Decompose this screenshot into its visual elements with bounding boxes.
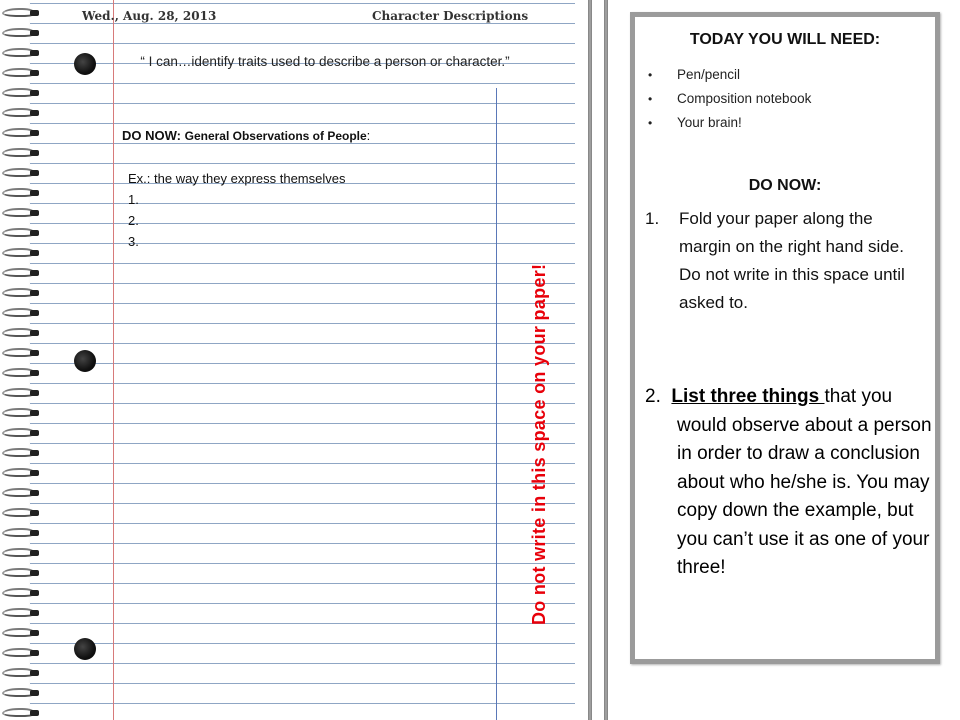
supply-item [645, 87, 811, 111]
left-margin-line [113, 0, 114, 720]
punch-hole-top [74, 53, 96, 75]
spiral-hole [30, 370, 39, 376]
spiral-hole [30, 310, 39, 316]
spiral-hole [30, 510, 39, 516]
list-item-1: 1. [128, 192, 139, 207]
punch-hole-middle [74, 350, 96, 372]
step-one [645, 205, 925, 317]
supply-item [645, 63, 811, 87]
spiral-hole [30, 570, 39, 576]
spiral-hole [30, 590, 39, 596]
do-now-subtitle: General Observations of People [184, 129, 367, 143]
spiral-hole [30, 10, 39, 16]
supply-item [645, 111, 811, 135]
step-two-emphasis: List three things [671, 386, 825, 407]
supply-item-label: Composition notebook [677, 91, 812, 106]
supply-item-label: Your brain! [677, 115, 742, 130]
spiral-hole [30, 690, 39, 696]
spiral-hole [30, 270, 39, 276]
do-now-label: DO NOW: [122, 128, 181, 143]
step-two-text: that you would observe about a person in order to draw a conclusion about who he/she is. You may copy down the example, but you can’t use it as one of your three! [677, 386, 932, 578]
spiral-hole [30, 630, 39, 636]
observation-list [128, 168, 345, 252]
spiral-hole [30, 250, 39, 256]
lesson-date: Wed., Aug. 28, 2013 [82, 9, 217, 23]
bullet-icon: • [648, 68, 653, 82]
divider-bar-right [604, 0, 608, 720]
spiral-hole [30, 450, 39, 456]
spiral-hole [30, 210, 39, 216]
spiral-hole [30, 230, 39, 236]
spiral-hole [30, 530, 39, 536]
bullet-icon: • [648, 116, 653, 130]
lined-paper [30, 0, 575, 720]
spiral-hole [30, 710, 39, 716]
punch-hole-bottom [74, 638, 96, 660]
supply-item-label: Pen/pencil [677, 67, 741, 82]
spiral-hole [30, 350, 39, 356]
spiral-hole [30, 650, 39, 656]
spiral-hole [30, 30, 39, 36]
supplies-list [645, 63, 811, 135]
spiral-hole [30, 470, 39, 476]
spiral-hole [30, 390, 39, 396]
right-margin-line [496, 88, 497, 720]
divider-bar-left [588, 0, 592, 720]
spiral-hole [30, 410, 39, 416]
spiral-hole [30, 110, 39, 116]
list-item-3: 3. [128, 234, 139, 249]
step-one-text: Fold your paper along the margin on the right hand side. Do not write in this space until asked to. [679, 209, 905, 312]
learning-objective: “ I can…identify traits used to describe a person or character.” [140, 54, 510, 69]
spiral-hole [30, 130, 39, 136]
spiral-binding [0, 0, 42, 720]
spiral-hole [30, 330, 39, 336]
page-title: Character Descriptions [372, 9, 529, 23]
panel-do-now-heading: DO NOW: [748, 177, 822, 194]
do-now-heading [122, 128, 370, 143]
instructions-panel [630, 12, 940, 664]
spiral-hole [30, 150, 39, 156]
spiral-hole [30, 50, 39, 56]
step-one-number: 1. [645, 209, 660, 228]
step-two [645, 383, 935, 583]
spiral-hole [30, 190, 39, 196]
spiral-hole [30, 490, 39, 496]
spiral-hole [30, 170, 39, 176]
example-line: Ex.: the way they express themselves [128, 171, 346, 186]
margin-warning-text: Do not write in this space on your paper! [529, 263, 549, 625]
spiral-hole [30, 670, 39, 676]
spiral-hole [30, 430, 39, 436]
supplies-heading: TODAY YOU WILL NEED: [689, 31, 881, 48]
step-two-number: 2. [645, 386, 661, 407]
spiral-hole [30, 550, 39, 556]
list-item-2: 2. [128, 213, 139, 228]
bullet-icon: • [648, 92, 653, 106]
spiral-hole [30, 290, 39, 296]
do-now-colon: : [366, 128, 371, 143]
spiral-hole [30, 90, 39, 96]
spiral-hole [30, 70, 39, 76]
spiral-hole [30, 610, 39, 616]
